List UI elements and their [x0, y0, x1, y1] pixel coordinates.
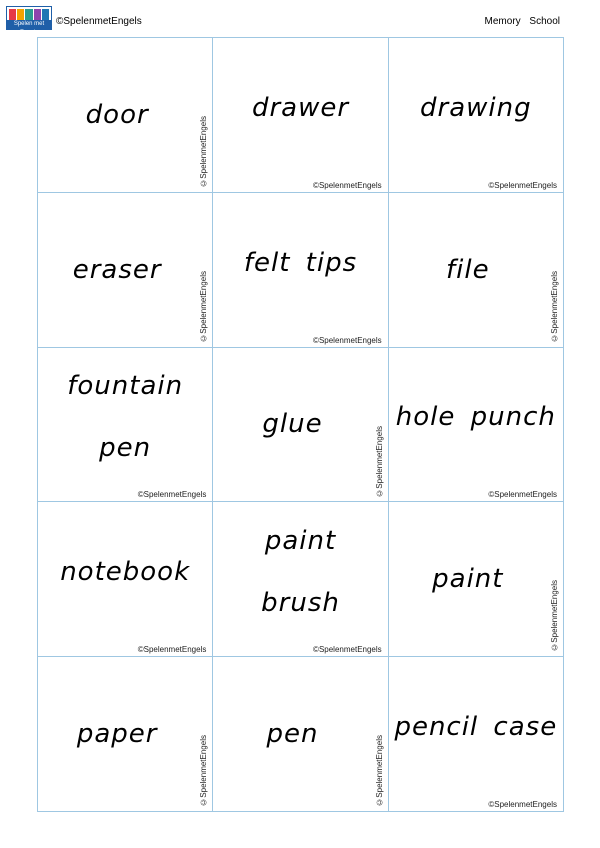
memory-card[interactable]: [213, 657, 388, 812]
card-word: [389, 193, 547, 347]
card-word-line: pencil case: [394, 712, 558, 743]
card-word: [389, 348, 563, 488]
memory-card[interactable]: [38, 657, 213, 812]
memory-card[interactable]: [38, 193, 213, 348]
memory-card[interactable]: [213, 502, 388, 657]
card-word: [213, 502, 387, 642]
card-word-line: drawer: [251, 92, 350, 123]
card-watermark: ©SpelenmetEngels: [137, 490, 207, 500]
brand-copyright: ©SpelenmetEngels: [56, 16, 142, 27]
memory-card[interactable]: [38, 348, 213, 503]
document-title: Memory School: [484, 16, 560, 27]
memory-card-grid: [37, 37, 564, 812]
memory-card[interactable]: [213, 38, 388, 193]
card-watermark: ©SpelenmetEngels: [199, 116, 209, 188]
card-word-line: pen: [99, 433, 152, 464]
card-word-line: paint: [264, 526, 337, 557]
card-word: [213, 38, 387, 178]
card-word-line: paper: [76, 719, 158, 750]
card-word-line: glue: [262, 409, 323, 440]
logo-block: [25, 9, 32, 20]
logo-block: [17, 9, 24, 20]
card-word-line: notebook: [60, 557, 191, 588]
card-watermark: ©SpelenmetEngels: [199, 270, 209, 343]
card-word: [389, 38, 563, 178]
card-watermark: ©SpelenmetEngels: [549, 270, 559, 343]
card-watermark: ©SpelenmetEngels: [549, 580, 559, 653]
card-word-line: drawing: [420, 92, 532, 123]
logo-caption: Spelen met Engels: [7, 20, 51, 29]
logo-color-blocks: [9, 9, 49, 20]
card-word: [213, 193, 387, 333]
card-watermark: ©SpelenmetEngels: [488, 800, 557, 809]
card-word: [213, 657, 371, 811]
card-word: [213, 348, 371, 502]
card-watermark: ©SpelenmetEngels: [374, 425, 384, 498]
logo-block: [42, 9, 49, 20]
card-word-line: felt tips: [243, 247, 358, 278]
memory-card[interactable]: [38, 502, 213, 657]
card-word: [389, 502, 547, 656]
memory-card[interactable]: [389, 348, 564, 503]
card-word-line: hole punch: [395, 402, 556, 433]
card-watermark: ©SpelenmetEngels: [488, 180, 557, 190]
card-watermark: ©SpelenmetEngels: [313, 645, 382, 655]
memory-card[interactable]: [389, 38, 564, 193]
card-watermark: ©SpelenmetEngels: [313, 335, 382, 345]
card-word-line: pen: [266, 719, 319, 750]
card-watermark: ©SpelenmetEngels: [137, 645, 207, 655]
card-watermark: ©SpelenmetEngels: [313, 180, 382, 190]
card-watermark: ©SpelenmetEngels: [199, 735, 209, 807]
memory-card[interactable]: [38, 38, 213, 193]
memory-card[interactable]: [213, 193, 388, 348]
card-word: [389, 657, 563, 797]
card-word-line: brush: [261, 588, 340, 619]
spelenmetengels-logo: [6, 6, 52, 36]
memory-card[interactable]: [389, 502, 564, 657]
card-word-line: eraser: [72, 254, 162, 285]
logo-block: [9, 9, 16, 20]
card-watermark: ©SpelenmetEngels: [488, 490, 557, 500]
card-word: [38, 38, 196, 192]
memory-card[interactable]: [389, 657, 564, 812]
card-watermark: ©SpelenmetEngels: [374, 735, 384, 807]
card-word: [38, 502, 212, 642]
card-word: [38, 348, 212, 488]
card-word-line: file: [446, 254, 490, 285]
card-word-line: door: [85, 99, 149, 130]
card-word-line: fountain: [67, 371, 184, 402]
card-word: [38, 657, 196, 811]
card-word: [38, 193, 196, 347]
memory-card[interactable]: [389, 193, 564, 348]
logo-block: [34, 9, 41, 20]
card-word-line: paint: [432, 564, 504, 595]
memory-card[interactable]: [213, 348, 388, 503]
page-header: [0, 0, 600, 36]
